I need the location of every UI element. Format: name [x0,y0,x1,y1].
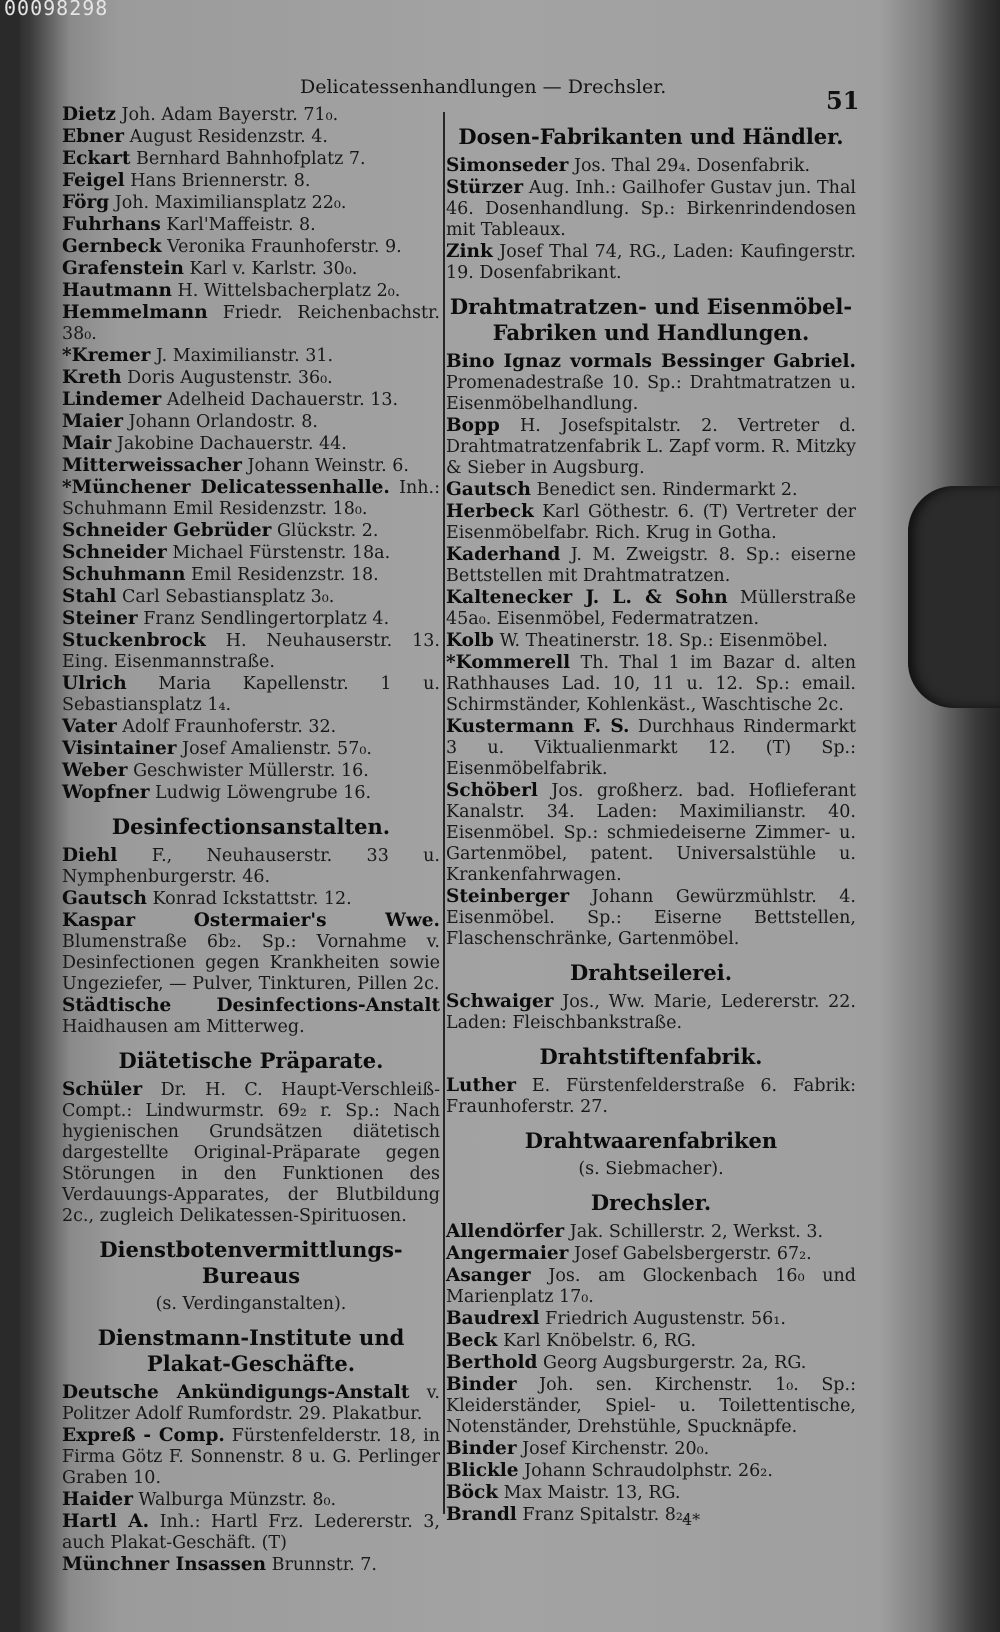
entry-name: Simonseder [446,155,569,176]
entry-name: Kaderhand [446,544,561,565]
directory-entry [62,170,440,192]
entry-details: Jos. großherz. bad. Hoflieferant Kanalstr. 34. Laden: Maximilianstr. 40. Eisenmöbel. Sp.: schmiedeiserne Zimmer- u. Gartenmöbel, patent. Universalstühle u. Krankenfahrwagen. [446,781,856,885]
directory-entry [62,236,440,258]
entry-name: Asanger [446,1265,531,1286]
entry-details: Georg Augsburgerstr. 2a, RG. [543,1353,807,1373]
entry-details: Emil Residenzstr. 18. [191,565,379,585]
entry-details: J. M. Zweigstr. 8. Sp.: eiserne Bettstellen mit Drahtmatratzen. [446,545,856,586]
entry-name: *Kremer [62,345,151,366]
entry-name: Steiner [62,608,138,629]
directory-entry [62,520,440,542]
entry-name: *Münchener Delicatessenhalle. [62,477,390,498]
entry-details: Ludwig Löwengrube 16. [155,783,372,803]
left-page-edge [0,0,20,1632]
entry-details: Johann Orlandostr. 8. [128,412,318,432]
entry-details: Johann Gewürzmühlstr. 4. Eisenmöbel. Sp.: Eiserne Bettstellen, Flaschenschränke, Gartenmöbel. [446,887,856,949]
entry-name: Grafenstein [62,258,184,279]
directory-entry [446,630,856,652]
entry-name: Stahl [62,586,117,607]
directory-entry [446,1438,856,1460]
directory-entry [62,389,440,411]
directory-entry [446,1243,856,1265]
entry-name: Gautsch [62,888,147,909]
directory-entry [62,411,440,433]
entry-name: Feigel [62,170,125,191]
right-column [446,114,856,1526]
entry-name: Blickle [446,1460,519,1481]
thumb-index-tab [908,486,1000,708]
entry-details: Franz Spitalstr. 8₂. [522,1505,689,1525]
directory-entry [446,544,856,587]
entry-name: Brandl [446,1504,517,1525]
entry-details: Jos., Ww. Marie, Ledererstr. 22. Laden: Fleischbankstraße. [446,992,856,1033]
directory-entry [62,782,440,804]
directory-entry [62,845,440,888]
entry-details: Jos. Thal 29₄. Dosenfabrik. [573,156,811,176]
entry-name: Allendörfer [446,1221,565,1242]
entry-details: H. Neuhauserstr. 13. Eing. Eisenmannstraße. [62,631,440,672]
directory-entry [62,126,440,148]
entry-name: Kreth [62,367,122,388]
entry-name: Expreß - Comp. [62,1425,225,1446]
entry-name: Beck [446,1330,498,1351]
entry-details: August Residenzstr. 4. [129,127,328,147]
directory-entry [446,1504,856,1526]
entry-name: Wopfner [62,782,150,803]
directory-entry [62,564,440,586]
directory-entry [446,479,856,501]
directory-entry [446,716,856,780]
directory-entry [446,1221,856,1243]
entry-name: Schüler [62,1079,143,1100]
entry-details: Benedict sen. Rindermarkt 2. [536,480,798,500]
directory-entry [62,1511,440,1554]
entry-name: Baudrexl [446,1308,540,1329]
directory-entry [62,888,440,910]
entry-name: Kaltenecker J. L. & Sohn [446,587,728,608]
entry-name: Schuhmann [62,564,186,585]
entry-details: Dr. H. C. Haupt-Verschleiß-Compt.: Lindwurmstr. 69₂ r. Sp.: Nach hygienischen Grundsätzen diätetisch dargestellte Original-Präparate gegen Störungen in den Funktionen des Verdauungs-Apparates, der Blutbildung 2c., zugleich Delikatessen-Spirituosen. [62,1080,440,1226]
entry-details: H. Wittelsbacherplatz 2₀. [177,281,401,301]
directory-entry [446,1330,856,1352]
entry-details: Konrad Ickstattstr. 12. [152,889,352,909]
entry-details: Promenadestraße 10. Sp.: Drahtmatratzen u. Eisenmöbelhandlung. [446,373,856,414]
column-divider [443,112,445,1514]
entry-name: Haider [62,1489,133,1510]
entry-details: Josef Kirchenstr. 20₀. [522,1439,710,1459]
entry-name: Eckart [62,148,131,169]
entry-details: Joh. Maximiliansplatz 22₀. [114,193,347,213]
directory-entry [446,241,856,284]
entry-details: Max Maistr. 13, RG. [503,1483,681,1503]
entry-details: Franz Sendlingertorplatz 4. [143,609,390,629]
entry-name: Münchner Insassen [62,1554,267,1575]
directory-entry [62,1489,440,1511]
entry-details: Adelheid Dachauerstr. 13. [166,390,399,410]
entry-details: W. Theatinerstr. 18. Sp.: Eisenmöbel. [499,631,828,651]
entry-details: Karl Knöbelstr. 6, RG. [503,1331,697,1351]
directory-entry [62,760,440,782]
entry-name: Kustermann F. S. [446,716,630,737]
cross-reference-note: (s. Siebmacher). [578,1159,724,1179]
entry-name: Hautmann [62,280,172,301]
directory-entry [446,501,856,544]
directory-entry [446,351,856,415]
section-heading: Diätetische Präparate. [118,1048,384,1073]
directory-entry [446,886,856,950]
entry-details: Joh. sen. Kirchenstr. 1₀. Sp.: Kleiderständer, Spiel- u. Toilettentische, Notenständer, Drehstühle, Spucknäpfe. [446,1375,856,1437]
entry-details: Maria Kapellenstr. 1 u. Sebastiansplatz 1₄. [62,674,440,715]
entry-details: Inh.: Hartl Frz. Ledererstr. 3, auch Plakat-Geschäft. (T) [62,1512,440,1553]
entry-name: Hemmelmann [62,302,208,323]
entry-details: Karl v. Karlstr. 30₀. [189,259,358,279]
entry-name: Weber [62,760,128,781]
entry-details: Carl Sebastiansplatz 3₀. [121,587,335,607]
entry-name: Berthold [446,1352,538,1373]
entry-name: Binder [446,1374,517,1395]
entry-details: Inh.: Schuhmann Emil Residenzstr. 18₀. [62,478,440,519]
directory-entry [62,586,440,608]
directory-entry [62,608,440,630]
entry-name: Hartl A. [62,1511,150,1532]
entry-name: Visintainer [62,738,177,759]
page-number: 51 [826,86,860,115]
directory-entry [446,587,856,630]
directory-entry [446,415,856,479]
directory-entry [62,192,440,214]
entry-details: Doris Augustenstr. 36₀. [127,368,333,388]
directory-entry [62,433,440,455]
section-heading: Drahtwaarenfabriken [524,1128,778,1153]
directory-entry [446,177,856,241]
directory-entry [62,345,440,367]
entry-name: Gautsch [446,479,531,500]
cross-reference-note: (s. Verdinganstalten). [155,1294,347,1314]
directory-entry [62,542,440,564]
section-heading: Dienstbotenvermittlungs-Bureaus [99,1237,403,1288]
directory-entry [62,630,440,673]
directory-entry [62,1425,440,1489]
entry-name: Böck [446,1482,499,1503]
directory-entry [62,673,440,716]
entry-name: Zink [446,241,493,262]
left-column [62,104,440,1576]
entry-name: Bopp [446,415,500,436]
entry-details: Glückstr. 2. [276,521,379,541]
entry-name: *Kommerell [446,652,571,673]
entry-details: F., Neuhauserstr. 33 u. Nymphenburgerstr. 46. [62,846,440,887]
directory-entry [62,280,440,302]
directory-entry [446,155,856,177]
entry-name: Dietz [62,104,116,125]
directory-entry [62,716,440,738]
entry-name: Förg [62,192,110,213]
entry-details: Veronika Fraunhoferstr. 9. [167,237,402,257]
section-heading: Dosen-Fabrikanten und Händler. [458,124,844,149]
entry-details: Josef Thal 74, RG., Laden: Kaufingerstr. 19. Dosenfabrikant. [446,242,856,283]
entry-details: Durchhaus Rindermarkt 3 u. Viktualienmarkt 12. (T) Sp.: Eisenmöbelfabrik. [446,717,856,779]
directory-entry [446,1308,856,1330]
directory-entry [62,995,440,1038]
directory-entry [62,1554,440,1576]
entry-name: Deutsche Ankündigungs-Anstalt [62,1382,410,1403]
entry-name: Schneider Gebrüder [62,520,272,541]
entry-details: Aug. Inh.: Gailhofer Gustav jun. Thal 46. Dosenhandlung. Sp.: Birkenrindendosen mit Tableaux. [446,178,856,240]
entry-name: Vater [62,716,117,737]
entry-details: Brunnstr. 7. [271,1555,377,1575]
entry-details: E. Fürstenfelderstraße 6. Fabrik: Fraunhoferstr. 27. [446,1076,856,1117]
entry-details: H. Josefspitalstr. 2. Vertreter d. Drahtmatratzenfabrik L. Zapf vorm. R. Mitzky & Sieber in Augsburg. [446,416,856,478]
entry-details: v. Politzer Adolf Rumfordstr. 29. Plakatbur. [62,1383,440,1424]
archive-stamp: 00098298 [4,0,109,20]
entry-name: Luther [446,1075,516,1096]
directory-entry [62,367,440,389]
entry-details: Joh. Adam Bayerstr. 71₀. [121,105,339,125]
entry-details: Haidhausen am Mitterweg. [62,1017,305,1037]
entry-name: Kolb [446,630,494,651]
entry-name: Stuckenbrock [62,630,206,651]
entry-details: Karl Göthestr. 6. (T) Vertreter der Eisenmöbelfabr. Rich. Krug in Gotha. [446,502,856,543]
entry-details: Karl'Maffeistr. 8. [166,215,316,235]
entry-details: J. Maximilianstr. 31. [155,346,334,366]
running-header: Delicatessenhandlungen — Drechsler. [300,76,667,98]
directory-entry [62,910,440,995]
entry-name: Steinberger [446,886,570,907]
entry-name: Bino Ignaz vormals Bessinger Gabriel. [446,351,856,372]
directory-entry [62,477,440,520]
entry-details: Th. Thal 1 im Bazar d. alten Rathhauses Lad. 10, 11 u. 12. Sp.: email. Schirmständer, Kohlenkäst., Waschtische 2c. [446,653,856,715]
directory-entry [62,455,440,477]
directory-entry [62,214,440,236]
entry-details: Blumenstraße 6b₂. Sp.: Vornahme v. Desinfectionen gegen Krankheiten sowie Ungeziefer, — Pulver, Tinkturen, Pillen 2c. [62,932,440,994]
entry-name: Städtische Desinfections-Anstalt [62,995,440,1016]
directory-entry [446,991,856,1034]
entry-name: Fuhrhans [62,214,161,235]
section-heading: Drahtstiftenfabrik. [539,1044,763,1069]
directory-entry [62,302,440,345]
section-heading: Drahtmatratzen- und Eisenmöbel-Fabriken und Handlungen. [449,294,853,345]
section-heading: Drechsler. [590,1190,712,1215]
entry-name: Binder [446,1438,517,1459]
directory-entry [62,258,440,280]
entry-name: Kaspar Ostermaier's Wwe. [62,910,440,931]
entry-details: Jak. Schillerstr. 2, Werkst. 3. [569,1222,824,1242]
entry-name: Maier [62,411,124,432]
directory-entry [446,1374,856,1438]
entry-details: Josef Amalienstr. 57₀. [182,739,372,759]
entry-details: Walburga Münzstr. 8₀. [138,1490,337,1510]
entry-name: Herbeck [446,501,534,522]
directory-entry [446,1482,856,1504]
entry-details: Johann Weinstr. 6. [247,456,409,476]
entry-details: Adolf Fraunhoferstr. 32. [122,717,337,737]
directory-entry [446,780,856,886]
entry-details: Josef Gabelsbergerstr. 67₂. [573,1244,812,1264]
directory-entry [62,738,440,760]
entry-details: Müllerstraße 45a₀. Eisenmöbel, Federmatratzen. [446,588,856,629]
directory-entry [62,1382,440,1425]
entry-name: Diehl [62,845,118,866]
directory-entry [446,652,856,716]
directory-entry [446,1352,856,1374]
entry-details: Johann Schraudolphstr. 26₂. [524,1461,773,1481]
entry-name: Ulrich [62,673,127,694]
entry-details: Bernhard Bahnhofplatz 7. [136,149,366,169]
entry-name: Schöberl [446,780,538,801]
directory-entry [446,1075,856,1118]
entry-details: Friedrich Augustenstr. 56₁. [545,1309,786,1329]
entry-name: Gernbeck [62,236,162,257]
section-heading: Dienstmann-Institute und Plakat-Geschäfte. [97,1325,405,1376]
signature-mark: 4* [682,1510,701,1529]
entry-details: Michael Fürstenstr. 18a. [172,543,391,563]
directory-entry [62,1079,440,1227]
entry-details: Friedr. Reichenbachstr. 38₀. [62,303,440,344]
entry-name: Ebner [62,126,125,147]
directory-entry [62,104,440,126]
directory-entry [446,1460,856,1482]
entry-name: Schwaiger [446,991,554,1012]
entry-details: Hans Briennerstr. 8. [130,171,311,191]
entry-details: Jos. am Glockenbach 16₀ und Marienplatz 17₀. [446,1266,856,1307]
entry-name: Lindemer [62,389,162,410]
directory-entry [446,1265,856,1308]
entry-name: Mitterweissacher [62,455,242,476]
section-heading: Drahtseilerei. [569,960,733,985]
entry-name: Schneider [62,542,167,563]
directory-entry [62,148,440,170]
entry-details: Geschwister Müllerstr. 16. [133,761,369,781]
entry-details: Jakobine Dachauerstr. 44. [116,434,347,454]
entry-details: Fürstenfelderstr. 18, in Firma Götz F. Sonnenstr. 8 u. G. Perlinger Graben 10. [62,1426,440,1488]
section-heading: Desinfectionsanstalten. [111,814,391,839]
entry-name: Mair [62,433,112,454]
entry-name: Angermaier [446,1243,569,1264]
entry-name: Stürzer [446,177,524,198]
